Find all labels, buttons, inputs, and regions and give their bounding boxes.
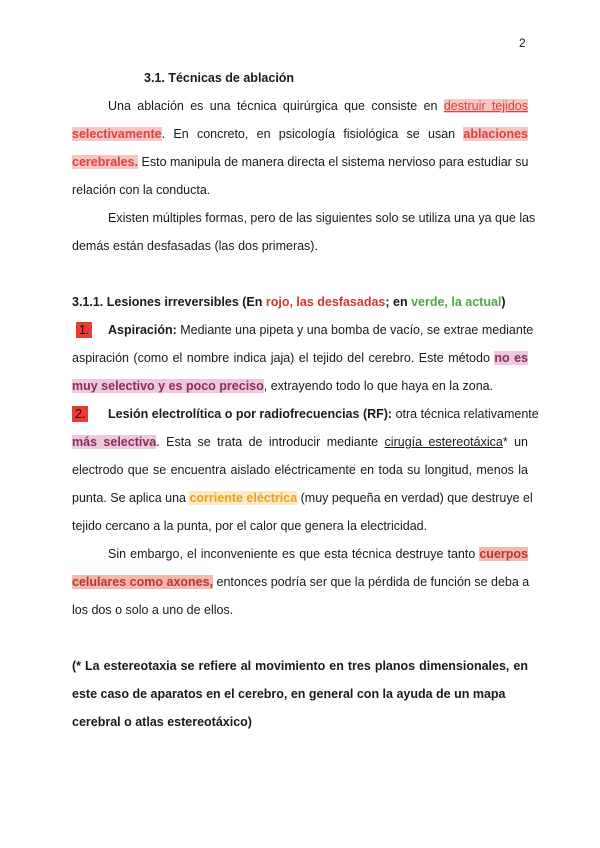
highlight-destruir: destruir tejidos — [443, 99, 528, 113]
list-item-2-line-1: Lesión electrolítica o por radiofrecuencias (RF): otra técnica relativamente — [108, 407, 539, 421]
paragraph-1-line-1: Una ablación es una técnica quirúrgica que consiste en destruir tejidos — [108, 99, 528, 113]
page-number: 2 — [519, 36, 526, 50]
label-red-outdated: rojo, las desfasadas — [265, 295, 386, 309]
list-item-1-number: 1. — [76, 322, 92, 338]
paragraph-3-line-3: los dos o solo a uno de ellos. — [72, 603, 234, 617]
paragraph-1-line-4: relación con la conducta. — [72, 183, 211, 197]
paragraph-1-line-3: cerebrales. Esto manipula de manera directa el sistema nervioso para estudiar su — [72, 155, 529, 169]
highlight-ablaciones: ablaciones — [463, 127, 528, 141]
footnote-line-2: este caso de aparatos en el cerebro, en general con la ayuda de un mapa — [72, 687, 506, 701]
highlight-mas-selectiva: más selectiva — [72, 435, 157, 449]
paragraph-2-line-1: Existen múltiples formas, pero de las siguientes solo se utiliza una ya que las — [108, 211, 536, 225]
paragraph-3-line-1: Sin embargo, el inconveniente es que esta técnica destruye tanto cuerpos — [108, 547, 528, 561]
highlight-celulares-axones: celulares como axones, — [72, 575, 214, 589]
highlight-selectivamente: selectivamente — [72, 127, 162, 141]
paragraph-2-line-2: demás están desfasadas (las dos primeras). — [72, 239, 318, 253]
list-item-2-number: 2. — [72, 406, 88, 422]
list-item-1-line-2: aspiración (como el nombre indica jaja) el tejido del cerebro. Este método no es — [72, 351, 528, 365]
section-heading: 3.1. Técnicas de ablación — [144, 71, 295, 85]
highlight-cuerpos: cuerpos — [479, 547, 528, 561]
highlight-corriente: corriente eléctrica — [189, 491, 298, 505]
list-item-2-line-4: punta. Se aplica una corriente eléctrica (muy pequeña en verdad) que destruye el — [72, 491, 533, 505]
list-item-1-line-1: Aspiración: Mediante una pipeta y una bomba de vacío, se extrae mediante — [108, 323, 534, 337]
paragraph-3-line-2: celulares como axones, entonces podría ser que la pérdida de función se deba a — [72, 575, 530, 589]
subsection-heading: 3.1.1. Lesiones irreversibles (En rojo, las desfasadas; en verde, la actual) — [72, 295, 506, 309]
list-item-2-line-3: electrodo que se encuentra aislado eléctricamente en toda su longitud, menos la — [72, 463, 528, 477]
highlight-cerebrales: cerebrales. — [72, 155, 139, 169]
list-item-1-line-3: muy selectivo y es poco preciso, extrayendo todo lo que haya en la zona. — [72, 379, 494, 393]
underline-cirugia: cirugía estereotáxica — [384, 435, 503, 449]
list-item-2-line-5: tejido cercano a la punta, por el calor que genera la electricidad. — [72, 519, 428, 533]
footnote-line-3: cerebral o atlas estereotáxico) — [72, 715, 252, 729]
highlight-poco-preciso: muy selectivo y es poco preciso — [72, 379, 264, 393]
highlight-no-es: no es — [494, 351, 528, 365]
paragraph-1-line-2: selectivamente. En concreto, en psicología fisiológica se usan ablaciones — [72, 127, 528, 141]
footnote-line-1: (* La estereotaxia se refiere al movimiento en tres planos dimensionales, en — [72, 659, 528, 673]
list-item-2-line-2: más selectiva. Esta se trata de introducir mediante cirugía estereotáxica* un — [72, 435, 529, 449]
label-green-current: verde, la actual — [411, 295, 502, 309]
